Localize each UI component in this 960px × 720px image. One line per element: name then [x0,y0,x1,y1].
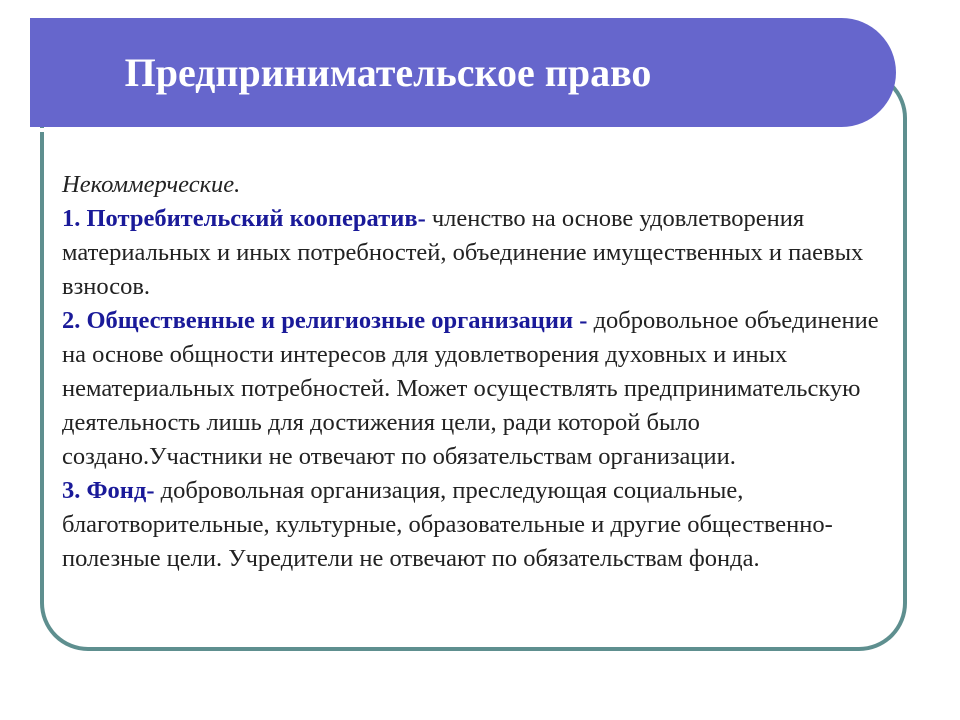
item-description: членство на основе удовлетворения материальных и иных потребностей, объединение имущественных и паевых взносов. [62,205,864,300]
list-item-public-religious-organizations [62,304,892,474]
item-description: добровольная организация, преследующая социальные, благотворительные, культурные, образовательные и другие общественно-полезные цели. Учредители не отвечают по обязательствам фонда. [62,477,833,572]
item-term: 2. Общественные и религиозные организации [62,307,574,334]
item-separator: - [146,477,155,504]
item-description: добровольное объединение на основе общности интересов для удовлетворения духовных и иных нематериальных потребностей. Может осуществлять предпринимательскую деятельность лишь для достижения цели, ради которой было создано.Участники не отвечают по обязательствам организации. [62,307,879,470]
slide-body [62,168,892,576]
list-item-consumer-cooperative [62,202,892,304]
item-term: 1. Потребительский кооператив [62,205,418,232]
intro-text: Некоммерческие. [62,171,241,198]
list-item-fund [62,474,892,576]
slide-title: Предпринимательское право [124,50,652,95]
item-separator: - [573,307,588,334]
item-term: 3. Фонд [62,477,147,504]
title-underline [30,128,848,132]
item-separator: - [417,205,426,232]
